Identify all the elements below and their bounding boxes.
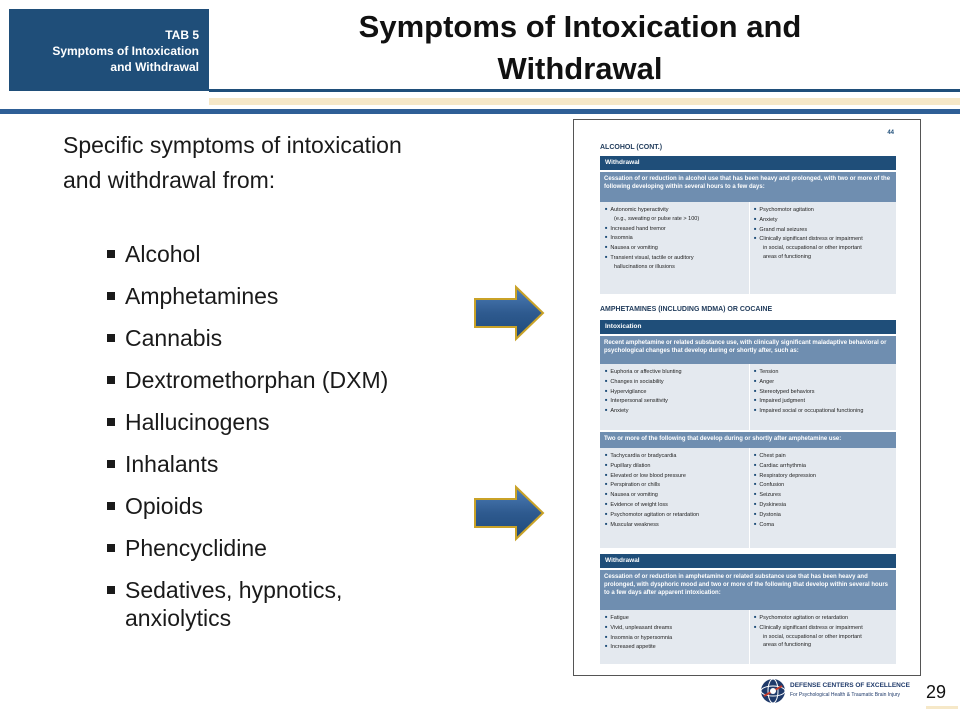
doc-item: ■ Psychomotor agitation [754,205,894,215]
tab-badge [9,9,209,91]
doc-column-right [754,451,894,529]
header-rule-blue-bottom [0,109,960,114]
doc-column-right [754,613,894,650]
org-subtitle: For Psychological Health & Traumatic Brain Injury [790,692,901,698]
doc-item: ■ Chest pain [754,451,894,461]
doc-item: ■ Psychomotor agitation or retardation [605,510,745,520]
doc-item: ■ Dyskinesia [754,500,894,510]
right-arrow-icon [472,284,546,342]
doc-item: ■ Confusion [754,480,894,490]
doc-item: ■ Grand mal seizures [754,225,894,235]
doc-item: ■ Changes in sociability [605,377,745,387]
doc-column-divider [749,448,750,548]
doc-item: ■ Respiratory depression [754,471,894,481]
bullet-square-icon [107,334,115,342]
tab-title-line2: and Withdrawal [110,60,199,74]
right-arrow-icon [472,484,546,542]
doc-item: ■ Transient visual, tactile or auditory [605,253,745,263]
doc-column-right [754,205,894,262]
page-number: 29 [926,682,947,702]
doc-item: ■ Increased hand tremor [605,224,745,234]
doc-criteria: Cessation of or reduction in alcohol use that has been heavy and prolonged, with two or more of the following developing within several hours to a few days: [600,172,896,202]
globe-seal-icon [760,678,786,704]
tab-number: TAB 5 [165,28,199,42]
doc-item: ■ Vivid, unpleasant dreams [605,623,745,633]
doc-item: ■ Stereotyped behaviors [754,387,894,397]
doc-item-cont: in social, occupational or other important [763,633,862,640]
header-rule-cream [209,98,960,105]
doc-item: ■ Perspiration or chills [605,480,745,490]
doc-item: ■ Elevated or low blood pressure [605,471,745,481]
intro-text: Specific symptoms of intoxication and withdrawal from: [63,132,402,193]
doc-header-intoxication: Intoxication [600,320,896,334]
doc-item: ■ Fatigue [605,613,745,623]
header-rule-blue [209,89,960,92]
doc-column-left [605,367,745,416]
doc-section-title: AMPHETAMINES (INCLUDING MDMA) OR COCAINE [600,306,773,313]
doc-column-divider [749,610,750,664]
doc-item: ■ Anxiety [605,406,745,416]
doc-item: ■ Muscular weakness [605,520,745,530]
bullet-square-icon [107,544,115,552]
bullet-square-icon [107,460,115,468]
doc-page-number: 44 [887,130,894,136]
doc-criteria: Recent amphetamine or related substance use, with clinically significant maladaptive behavioral or psychological changes that develop during or shortly after, such as: [600,336,896,364]
doc-symptom-table [600,610,896,664]
list-item: Sedatives, hypnotics, anxiolytics [105,576,405,632]
list-item: Opioids [105,492,405,520]
doc-column-left [605,613,745,652]
list-item: Alcohol [105,240,405,268]
list-item: Hallucinogens [105,408,405,436]
doc-item: ■ Evidence of weight loss [605,500,745,510]
doc-item: ■ Insomnia or hypersomnia [605,633,745,643]
bullet-square-icon [107,418,115,426]
doc-item: ■ Cardiac arrhythmia [754,461,894,471]
slide-title-line2: Withdrawal [497,51,663,86]
doc-item: ■ Coma [754,520,894,530]
list-item: Phencyclidine [105,534,405,562]
org-name: DEFENSE CENTERS OF EXCELLENCE [790,682,910,689]
slide-title-line1: Symptoms of Intoxication and [358,9,802,44]
substance-list [105,240,405,646]
doc-header-withdrawal: Withdrawal [600,156,896,170]
list-item: Inhalants [105,450,405,478]
doc-item: ■ Seizures [754,490,894,500]
tab-title-line1: Symptoms of Intoxication [52,44,199,58]
slide-title [240,6,920,90]
doc-item: ■ Euphoria or affective blunting [605,367,745,377]
doc-item: ■ Insomnia [605,233,745,243]
doc-item-cont: areas of functioning [763,642,812,649]
doc-item: ■ Autonomic hyperactivity [605,205,745,215]
doc-item: ■ Impaired judgment [754,396,894,406]
doc-item: ■ Dystonia [754,510,894,520]
doc-item: ■ Tension [754,367,894,377]
list-item: Amphetamines [105,282,405,310]
reference-document-image [573,119,921,676]
doc-item: ■ Clinically significant distress or impairment [754,623,894,633]
doc-item: ■ Clinically significant distress or impairment [754,234,894,244]
doc-item: ■ Interpersonal sensitivity [605,396,745,406]
doc-section-title: ALCOHOL (CONT.) [600,144,663,151]
doc-header-withdrawal: Withdrawal [600,554,896,568]
doc-item-cont: areas of functioning [763,253,812,260]
doc-item: ■ Psychomotor agitation or retardation [754,613,894,623]
doc-item: ■ Pupillary dilation [605,461,745,471]
doc-column-divider [749,202,750,294]
doc-item: ■ Nausea or vomiting [605,490,745,500]
doc-criteria: Cessation of or reduction in amphetamine or related substance use that has been heavy and prolonged, with dysphoric mood and two or more of the following that develop within several hours to a few days after apparent intoxication: [600,570,896,610]
doc-symptom-table [600,202,896,294]
doc-criteria: Two or more of the following that develop during or shortly after amphetamine use: [600,432,896,448]
bullet-square-icon [107,250,115,258]
doc-item: ■ Anxiety [754,215,894,225]
doc-column-left [605,205,745,272]
doc-item: ■ Nausea or vomiting [605,243,745,253]
dcoe-logo [760,676,920,706]
doc-item: ■ Hypervigilance [605,387,745,397]
list-item: Cannabis [105,324,405,352]
bullet-square-icon [107,292,115,300]
list-item: Dextromethorphan (DXM) [105,366,405,394]
page-number-rule [926,706,958,709]
doc-item: ■ Increased appetite [605,642,745,652]
doc-symptom-table [600,364,896,430]
bullet-square-icon [107,502,115,510]
doc-item-cont: (e.g., sweating or pulse rate > 100) [614,215,700,222]
doc-item-cont: in social, occupational or other important [763,245,862,252]
bullet-square-icon [107,376,115,384]
doc-item-cont: hallucinations or illusions [614,263,675,270]
doc-item: ■ Tachycardia or bradycardia [605,451,745,461]
doc-column-divider [749,364,750,430]
bullet-square-icon [107,586,115,594]
doc-column-left [605,451,745,529]
doc-item: ■ Impaired social or occupational functioning [754,406,894,416]
doc-symptom-table [600,448,896,548]
doc-item: ■ Anger [754,377,894,387]
doc-column-right [754,367,894,416]
